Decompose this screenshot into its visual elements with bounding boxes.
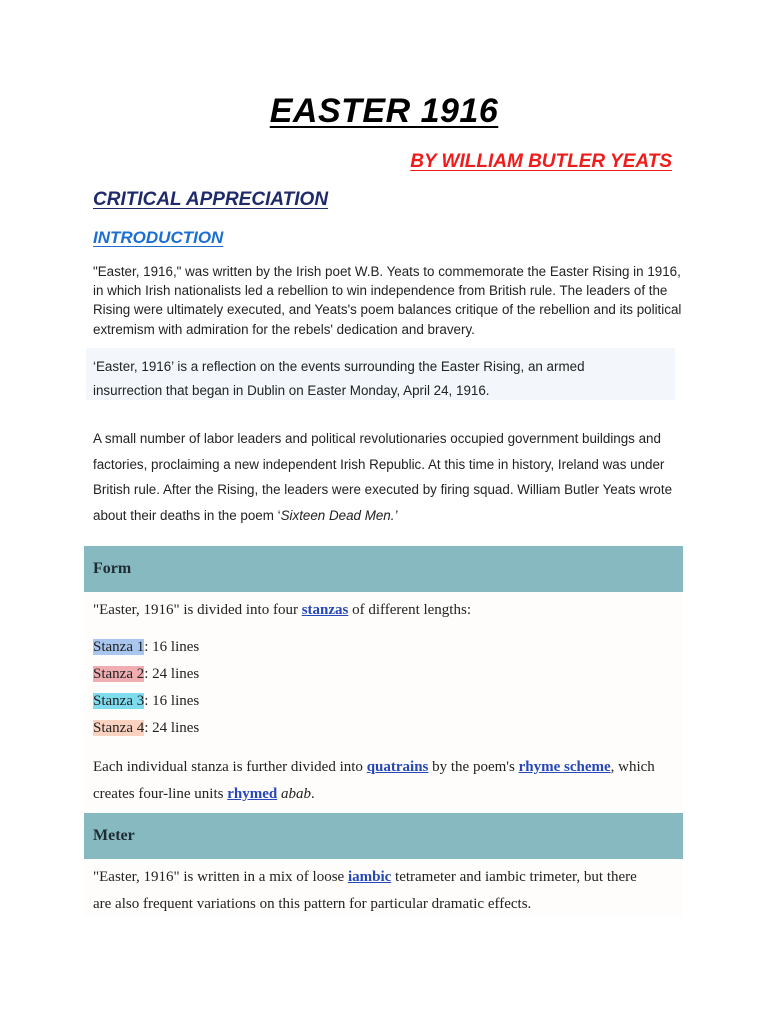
document-title: EASTER 1916 bbox=[269, 92, 499, 130]
meter-text-2: tetrameter and iambic trimeter, but there bbox=[391, 869, 637, 885]
history-text: A small number of labor leaders and political revolutionaries occupied government buildings and factories, proclaiming a new independent Irish Republic. At this time in history, Ireland was under British rule. After the Rising, the leaders were executed by firing squad. William Butler Yeats wrote about their deaths in the poem ‘ bbox=[93, 431, 673, 523]
form-section-header bbox=[84, 546, 683, 592]
division-line-2 bbox=[93, 786, 315, 803]
stanza-item bbox=[93, 720, 199, 737]
division-text-2: by the poem's bbox=[428, 759, 519, 775]
iambic-link[interactable]: iambic bbox=[347, 869, 392, 885]
form-heading: Form bbox=[93, 560, 132, 577]
meter-text-1: "Easter, 1916" is written in a mix of loose bbox=[93, 869, 348, 885]
stanza-lines-2: : 24 lines bbox=[144, 666, 200, 682]
stanzas-link[interactable]: stanzas bbox=[301, 602, 349, 618]
stanza-label-1: Stanza 1 bbox=[93, 639, 145, 655]
history-paragraph bbox=[93, 426, 683, 528]
meter-section-header bbox=[84, 813, 683, 859]
stanza-lines-3: : 16 lines bbox=[144, 693, 200, 709]
rhyme-pattern-italic: abab bbox=[280, 786, 311, 802]
division-text-1: Each individual stanza is further divided into bbox=[93, 759, 367, 775]
meter-line-1 bbox=[93, 869, 637, 886]
stanza-label-4: Stanza 4 bbox=[93, 720, 145, 736]
author-byline: BY WILLIAM BUTLER YEATS bbox=[410, 151, 672, 172]
meter-line-2: are also frequent variations on this pattern for particular dramatic effects. bbox=[93, 896, 532, 912]
division-text-4: creates four-line units bbox=[93, 786, 228, 802]
form-intro-text-end: of different lengths: bbox=[348, 602, 471, 618]
introduction-heading: INTRODUCTION bbox=[93, 228, 224, 247]
stanza-label-3: Stanza 3 bbox=[93, 693, 145, 709]
form-intro-text: "Easter, 1916" is divided into four bbox=[93, 602, 302, 618]
form-intro-line bbox=[93, 602, 471, 619]
stanza-label-2: Stanza 2 bbox=[93, 666, 145, 682]
critical-appreciation-heading: CRITICAL APPRECIATION bbox=[93, 189, 329, 210]
quatrains-link[interactable]: quatrains bbox=[366, 759, 429, 775]
meter-section-body bbox=[84, 859, 683, 915]
division-text-3: , which bbox=[610, 759, 655, 775]
stanza-item bbox=[93, 639, 199, 656]
stanza-lines-1: : 16 lines bbox=[144, 639, 200, 655]
quote-paragraph: ‘Easter, 1916’ is a reflection on the events surrounding the Easter Rising, an armed insurrection that began in Dublin on Easter Monday, April 24, 1916. bbox=[93, 359, 585, 398]
stanza-item bbox=[93, 693, 199, 710]
division-period: . bbox=[310, 786, 315, 802]
division-line-1 bbox=[93, 759, 655, 776]
quote-block bbox=[86, 348, 675, 400]
form-section-body bbox=[84, 592, 683, 810]
rhymed-link[interactable]: rhymed bbox=[227, 786, 278, 802]
rhyme-scheme-link[interactable]: rhyme scheme bbox=[518, 759, 611, 775]
intro-paragraph: "Easter, 1916," was written by the Irish poet W.B. Yeats to commemorate the Easter Rising in 1916, in which Irish nationalists led a rebellion to win independence from British rule. The leaders of the Rising were ultimately executed, and Yeats's poem balances critique of the rebellion and its political extremism with admiration for the rebels' dedication and bravery. bbox=[93, 264, 682, 337]
poem-title-italic: Sixteen Dead Men. bbox=[280, 507, 395, 523]
meter-heading: Meter bbox=[93, 827, 135, 844]
history-closing-quote: ’ bbox=[394, 507, 398, 523]
stanza-item bbox=[93, 666, 199, 683]
stanza-lines-4: : 24 lines bbox=[144, 720, 200, 736]
